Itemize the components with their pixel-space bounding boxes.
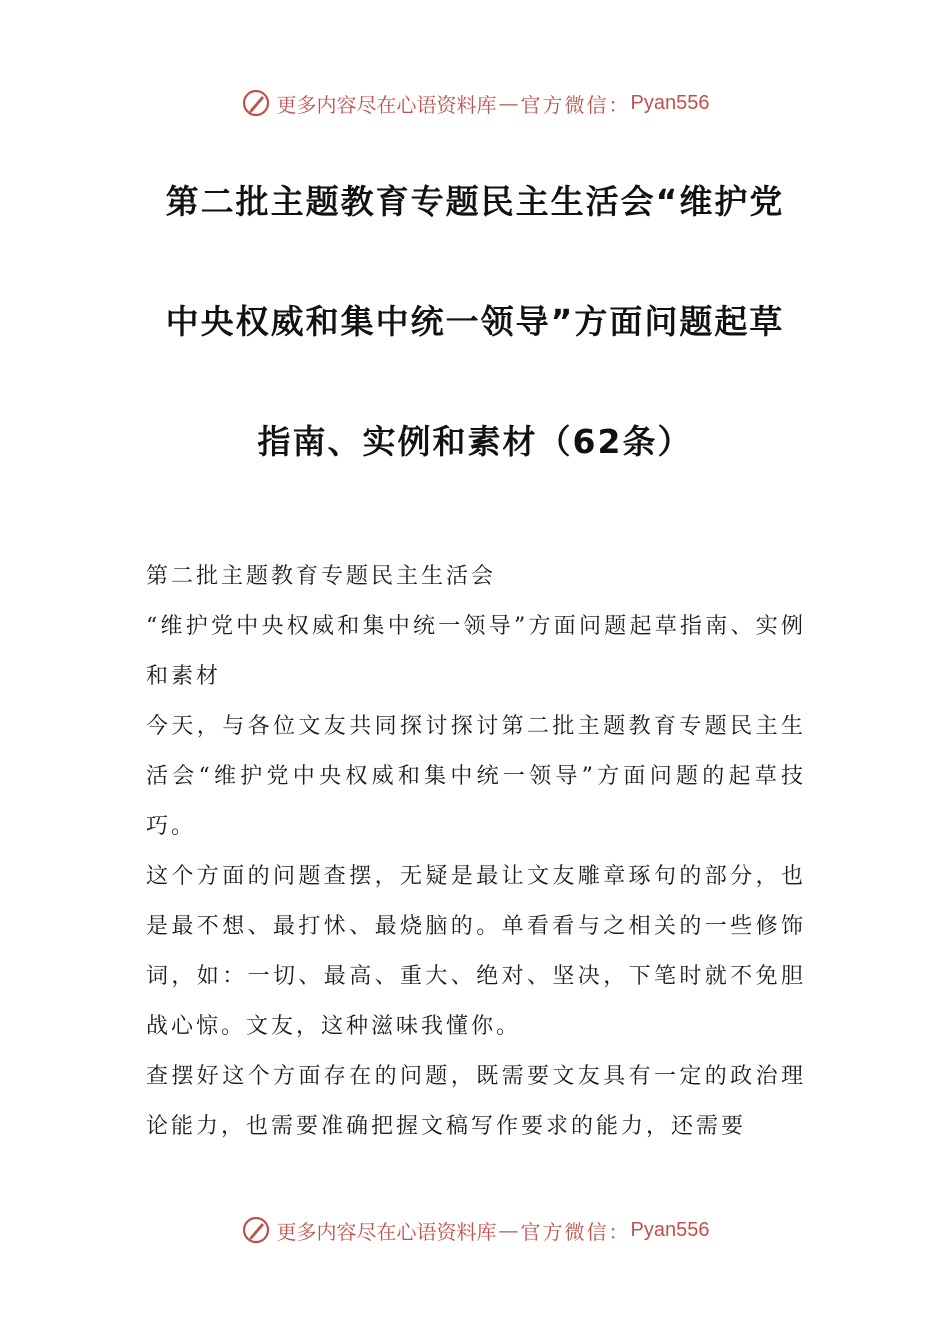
watermark-label: 官方微信： — [520, 92, 631, 117]
watermark-dash: — — [498, 1218, 519, 1242]
pen-logo-icon — [241, 1215, 271, 1245]
pen-logo-icon — [241, 88, 271, 118]
watermark-text: 更多内容尽在心语资料库 — [276, 92, 497, 117]
document-title-line-3: 指南、实例和素材（62条） — [257, 422, 693, 461]
document-body — [146, 552, 806, 1152]
watermark-dash: — — [498, 91, 519, 115]
watermark-text: 更多内容尽在心语资料库 — [276, 1219, 497, 1244]
paragraph: 查摆好这个方面存在的问题，既需要文友具有一定的政治理论能力，也需要准确把握文稿写作要求的能力，还需要 — [146, 1064, 806, 1139]
document-title-line-2: 中央权威和集中统一领导”方面问题起草 — [165, 302, 785, 341]
paragraph: 今天，与各位文友共同探讨探讨第二批主题教育专题民主生活会“维护党中央权威和集中统一领导”方面问题的起草技巧。 — [146, 714, 806, 839]
paragraph: 第二批主题教育专题民主生活会 — [146, 564, 497, 589]
watermark-wechat-id: Pyan556 — [630, 91, 710, 114]
header-watermark — [0, 83, 950, 123]
paragraph: 这个方面的问题查摆，无疑是最让文友雕章琢句的部分，也是最不想、最打怵、最烧脑的。单看看与之相关的一些修饰词，如：一切、最高、重大、绝对、坚决，下笔时就不免胆战心惊。文友，这种滋味我懂你。 — [146, 864, 806, 1039]
paragraph: “维护党中央权威和集中统一领导”方面问题起草指南、实例和素材 — [146, 614, 806, 689]
footer-watermark — [0, 1210, 950, 1250]
watermark-wechat-id: Pyan556 — [630, 1218, 710, 1241]
watermark-label: 官方微信： — [520, 1219, 631, 1244]
document-title-line-1: 第二批主题教育专题民主生活会“维护党 — [165, 182, 785, 221]
